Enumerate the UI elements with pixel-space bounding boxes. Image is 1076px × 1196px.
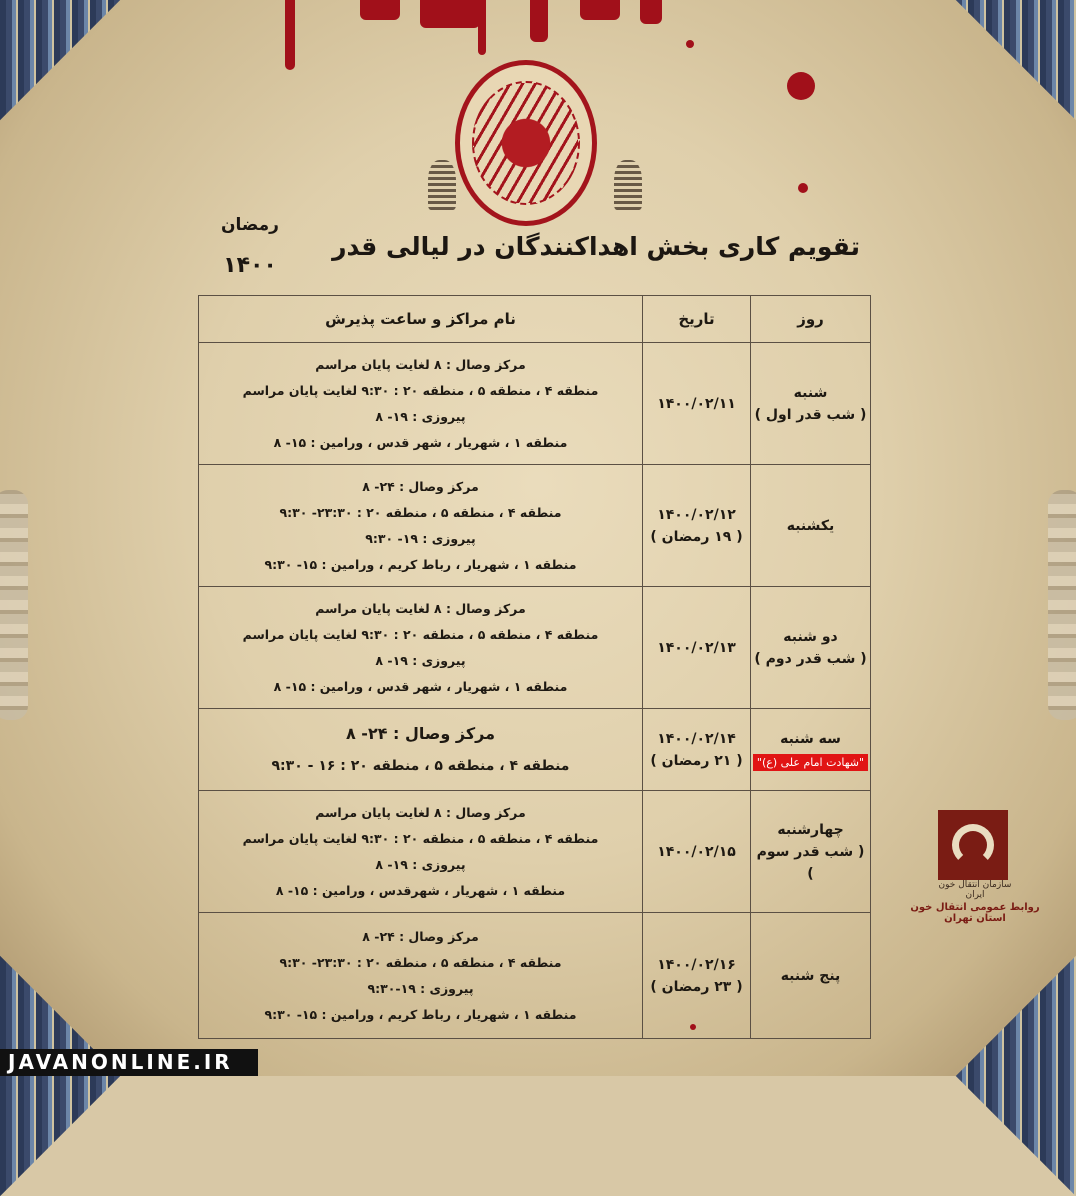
center-line: منطقه ۴ ، منطقه ۵ ، منطقه ۲۰ : ۹:۳۰ لغایت پایان مراسم (242, 626, 599, 642)
date-value: ۱۴۰۰/۰۲/۱۵ (657, 843, 736, 860)
table-row (199, 587, 871, 709)
header-centers: نام مراکز و ساعت پذیرش (199, 296, 643, 343)
date-cell (643, 709, 751, 791)
ornament-right (614, 160, 642, 210)
blood-drip (530, 0, 548, 42)
table-row (199, 791, 871, 913)
day-note: ( شب قدر سوم ) (756, 843, 865, 882)
seal-calligraphy-pattern (472, 81, 580, 205)
ornament-edge-right (1048, 490, 1076, 720)
blood-drip (360, 0, 400, 20)
header-day: روز (751, 296, 871, 343)
centers-cell (199, 709, 643, 791)
month-label: رمضان (221, 215, 279, 235)
date-value: ۱۴۰۰/۰۲/۱۲ (657, 506, 736, 523)
day-note: ( شب قدر دوم ) (754, 650, 867, 667)
centers-cell (199, 913, 643, 1039)
blood-drip (640, 0, 662, 24)
centers-cell (199, 791, 643, 913)
day-cell (751, 709, 871, 791)
centers-cell (199, 343, 643, 465)
center-line: منطقه ۱ ، شهریار ، شهرقدس ، ورامین : ۱۵- ۸ (275, 882, 566, 898)
day-cell (751, 587, 871, 709)
day-note: ( شب قدر اول ) (754, 406, 867, 423)
day-name: یکشنبه (786, 517, 835, 534)
date-note: ( ۱۹ رمضان ) (650, 528, 743, 545)
date-value: ۱۴۰۰/۰۲/۱۱ (657, 395, 736, 412)
day-name: پنج شنبه (780, 967, 841, 984)
day-name: دو شنبه (783, 628, 838, 645)
center-line: مرکز وصال : ۲۴- ۸ (345, 723, 496, 743)
center-line: پیروزی : ۱۹- ۸ (375, 652, 466, 668)
date-cell (643, 343, 751, 465)
table-row (199, 465, 871, 587)
center-line: پیروزی : ۱۹- ۸ (375, 856, 466, 872)
site-watermark: JAVANONLINE.IR (0, 1049, 258, 1076)
center-line: مرکز وصال : ۸ لغایت پایان مراسم (315, 356, 526, 372)
date-cell (643, 791, 751, 913)
center-line: منطقه ۱ ، شهریار ، شهر قدس ، ورامین : ۱۵- ۸ (273, 434, 568, 450)
date-note: ( ۲۳ رمضان ) (650, 978, 743, 995)
centers-cell (199, 587, 643, 709)
schedule-table (198, 295, 871, 1039)
center-line: مرکز وصال : ۲۴- ۸ (362, 928, 479, 944)
centers-cell (199, 465, 643, 587)
day-name: شنبه (793, 384, 828, 401)
center-line: منطقه ۴ ، منطقه ۵ ، منطقه ۲۰ : ۹:۳۰ لغایت پایان مراسم (242, 382, 599, 398)
date-value: ۱۴۰۰/۰۲/۱۴ (657, 730, 736, 747)
calligraphy-seal (455, 60, 597, 226)
day-name: سه شنبه (780, 731, 841, 747)
header-date: تاریخ (643, 296, 751, 343)
table-header-row (199, 296, 871, 343)
day-cell (751, 913, 871, 1039)
page-title: تقویم کاری بخش اهداکنندگان در لیالی قدر (332, 232, 860, 261)
blood-drop (686, 40, 694, 48)
date-cell (643, 587, 751, 709)
year-label: ۱۴۰۰ (223, 253, 277, 278)
center-line: منطقه ۱ ، شهریار ، شهر قدس ، ورامین : ۱۵- ۸ (273, 678, 568, 694)
center-line: مرکز وصال : ۸ لغایت پایان مراسم (315, 600, 526, 616)
center-line: منطقه ۴ ، منطقه ۵ ، منطقه ۲۰ : ۲۳:۳۰- ۹:۳۰ (279, 504, 562, 520)
day-cell (751, 343, 871, 465)
center-line: منطقه ۱ ، شهریار ، رباط کریم ، ورامین : ۱۵- ۹:۳۰ (264, 1006, 577, 1022)
day-cell (751, 791, 871, 913)
center-line: پیروزی : ۱۹-۹:۳۰ (367, 980, 474, 996)
blood-drop (798, 183, 808, 193)
center-line: منطقه ۴ ، منطقه ۵ ، منطقه ۲۰ : ۱۶ - ۹:۳۰ (271, 757, 570, 774)
center-line: مرکز وصال : ۲۴- ۸ (362, 478, 479, 494)
center-line: منطقه ۱ ، شهریار ، رباط کریم ، ورامین : ۱۵- ۹:۳۰ (264, 556, 577, 572)
ornament-left (428, 160, 456, 210)
logo-organization-name: سازمان انتقال خون ایران (938, 880, 1012, 900)
date-value: ۱۴۰۰/۰۲/۱۶ (657, 956, 736, 973)
center-line: مرکز وصال : ۸ لغایت پایان مراسم (315, 804, 526, 820)
blood-drop (787, 72, 815, 100)
logo-ring (952, 824, 994, 866)
blood-drip (285, 0, 295, 70)
table-row (199, 913, 871, 1039)
ornament-edge-left (0, 490, 28, 720)
martyrdom-badge: "شهادت امام علی (ع)" (753, 754, 868, 771)
center-line: منطقه ۴ ، منطقه ۵ ، منطقه ۲۰ : ۲۳:۳۰- ۹:۳۰ (279, 954, 562, 970)
date-note: ( ۲۱ رمضان ) (650, 752, 743, 769)
day-name: چهارشنبه (777, 821, 844, 838)
date-cell (643, 465, 751, 587)
table-row (199, 343, 871, 465)
blood-drip (420, 0, 480, 28)
date-cell (643, 913, 751, 1039)
blood-drip (478, 0, 486, 55)
blood-transfusion-logo-icon (938, 810, 1008, 880)
center-line: منطقه ۴ ، منطقه ۵ ، منطقه ۲۰ : ۹:۳۰ لغایت پایان مراسم (242, 830, 599, 846)
table-row (199, 709, 871, 791)
day-cell (751, 465, 871, 587)
logo-caption: روابط عمومی انتقال خون استان تهران (910, 902, 1040, 924)
center-line: پیروزی : ۱۹- ۹:۳۰ (365, 530, 476, 546)
blood-drip (580, 0, 620, 20)
center-line: پیروزی : ۱۹- ۸ (375, 408, 466, 424)
date-value: ۱۴۰۰/۰۲/۱۳ (657, 639, 736, 656)
